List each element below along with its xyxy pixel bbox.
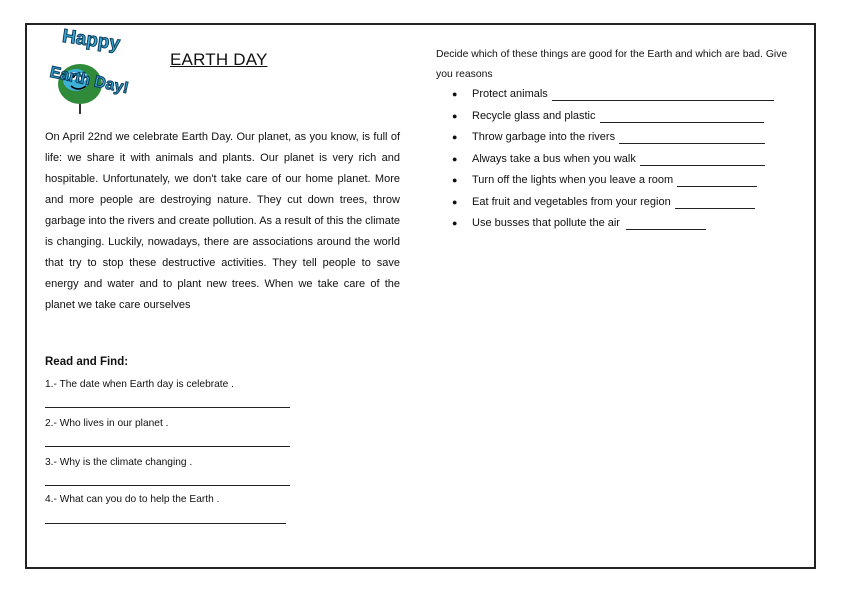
question-3: 3.- Why is the climate changing .: [45, 457, 193, 468]
answer-blank: [626, 217, 706, 230]
bullet-icon: ●: [452, 110, 458, 121]
answer-line-2: [45, 446, 290, 447]
answer-blank: [675, 196, 755, 209]
list-item: ● Throw garbage into the rivers: [452, 127, 774, 149]
question-4: 4.- What can you do to help the Earth .: [45, 494, 220, 505]
list-item: ● Protect animals: [452, 84, 774, 106]
reading-paragraph: On April 22nd we celebrate Earth Day. Our planet, as you know, is full of life: we share it with animals and plants. Our planet is very rich and hospitable. Unfortunately, we don't take care of our home planet. More and more people are destroying nature. They cut down trees, throw garbage into the rivers and create pollution. As a result of this the climate is changing. Luckily, nowadays, there are associations around the world that try to stop these destructive activities. They tell people to save energy and water and to plant new trees. When we take care of the planet we take care ourselves: [45, 131, 400, 311]
answer-line-1: [45, 407, 290, 408]
bullet-icon: ●: [452, 175, 458, 185]
instructions: Decide which of these things are good for the Earth and which are bad. Give you reasons: [436, 49, 788, 80]
svg-text:Earth Day!: Earth Day!: [48, 63, 131, 98]
answer-blank: [600, 110, 764, 123]
list-item: ● Eat fruit and vegetables from your region: [452, 192, 774, 214]
list-item: ● Recycle glass and plastic: [452, 106, 774, 128]
answer-blank: [619, 131, 765, 144]
good-bad-list: [452, 84, 774, 235]
read-and-find-heading: Read and Find:: [45, 356, 129, 368]
list-item: ● Turn off the lights when you leave a room: [452, 170, 774, 192]
answer-blank: [640, 153, 765, 166]
list-item: ● Always take a bus when you walk: [452, 149, 774, 171]
bullet-icon: ●: [452, 196, 458, 207]
page-title: EARTH DAY: [170, 50, 268, 69]
bullet-icon: ●: [452, 218, 458, 228]
answer-blank: [677, 174, 757, 187]
list-item: ● Use busses that pollute the air: [452, 213, 774, 235]
bullet-icon: ●: [452, 89, 458, 99]
happy-earth-day-logo: [42, 26, 148, 118]
question-1: 1.- The date when Earth day is celebrate .: [45, 379, 234, 390]
svg-text:Happy: Happy: [60, 26, 122, 55]
bullet-icon: ●: [452, 153, 458, 164]
answer-blank: [552, 88, 774, 101]
question-2: 2.- Who lives in our planet .: [45, 418, 169, 429]
answer-line-4: [45, 523, 286, 524]
answer-line-3: [45, 485, 290, 486]
bullet-icon: ●: [452, 132, 458, 142]
